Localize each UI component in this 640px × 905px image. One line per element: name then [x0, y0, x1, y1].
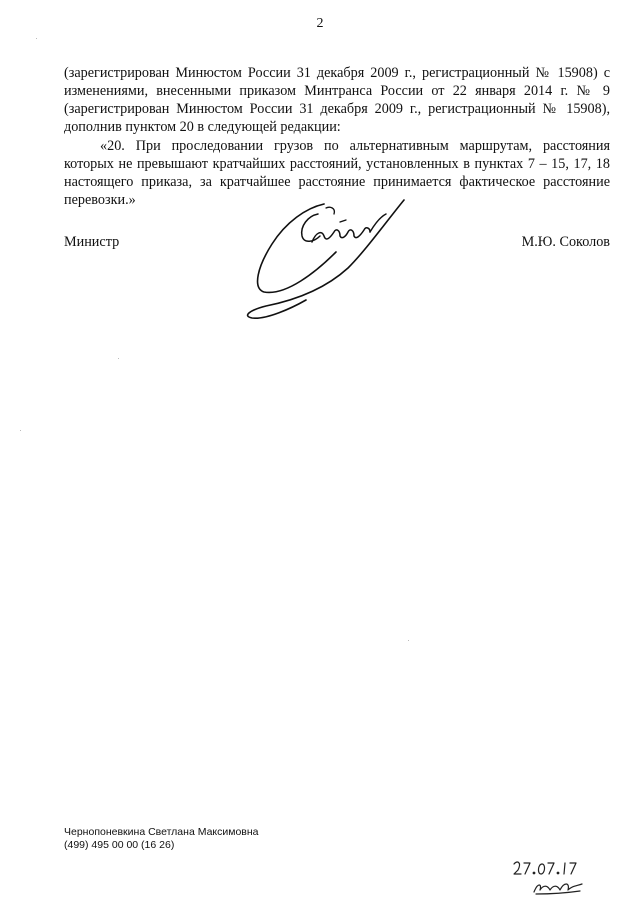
paragraph-amendment: (зарегистрирован Минюстом России 31 декабря 2009 г., регистрационный № 15908) с изменениями, внесенными приказом Минтранса России от 22 января 2014 г. № 9 (зарегистрирован Минюстом России 31 декабря 2009 г., регистрационный № 15908), дополнив пунктом 20 в следующей редакции:: [64, 65, 610, 135]
executor-info: [64, 826, 259, 852]
executor-name: Чернопоневкина Светлана Максимовна: [64, 826, 259, 838]
paragraph-point-20: «20. При проследовании грузов по альтернативным маршрутам, расстояния которых не превышают кратчайших расстояний, установленных в пунктах 7 – 15, 17, 18 настоящего приказа, за кратчайшее расстояние принимается фактическое расстояние перевозки.»: [64, 138, 610, 208]
scan-speck: [20, 430, 21, 431]
scan-speck: [408, 640, 409, 641]
signer-name: М.Ю. Соколов: [521, 234, 610, 250]
signature-image: [236, 192, 426, 327]
page-number: 2: [316, 16, 324, 31]
executor-phone: (499) 495 00 00 (16 26): [64, 839, 175, 851]
handwritten-date-note: [508, 858, 594, 898]
scan-speck: [118, 358, 119, 359]
signer-title: Министр: [64, 234, 120, 250]
document-body: [64, 64, 610, 209]
scan-speck: [36, 38, 37, 39]
